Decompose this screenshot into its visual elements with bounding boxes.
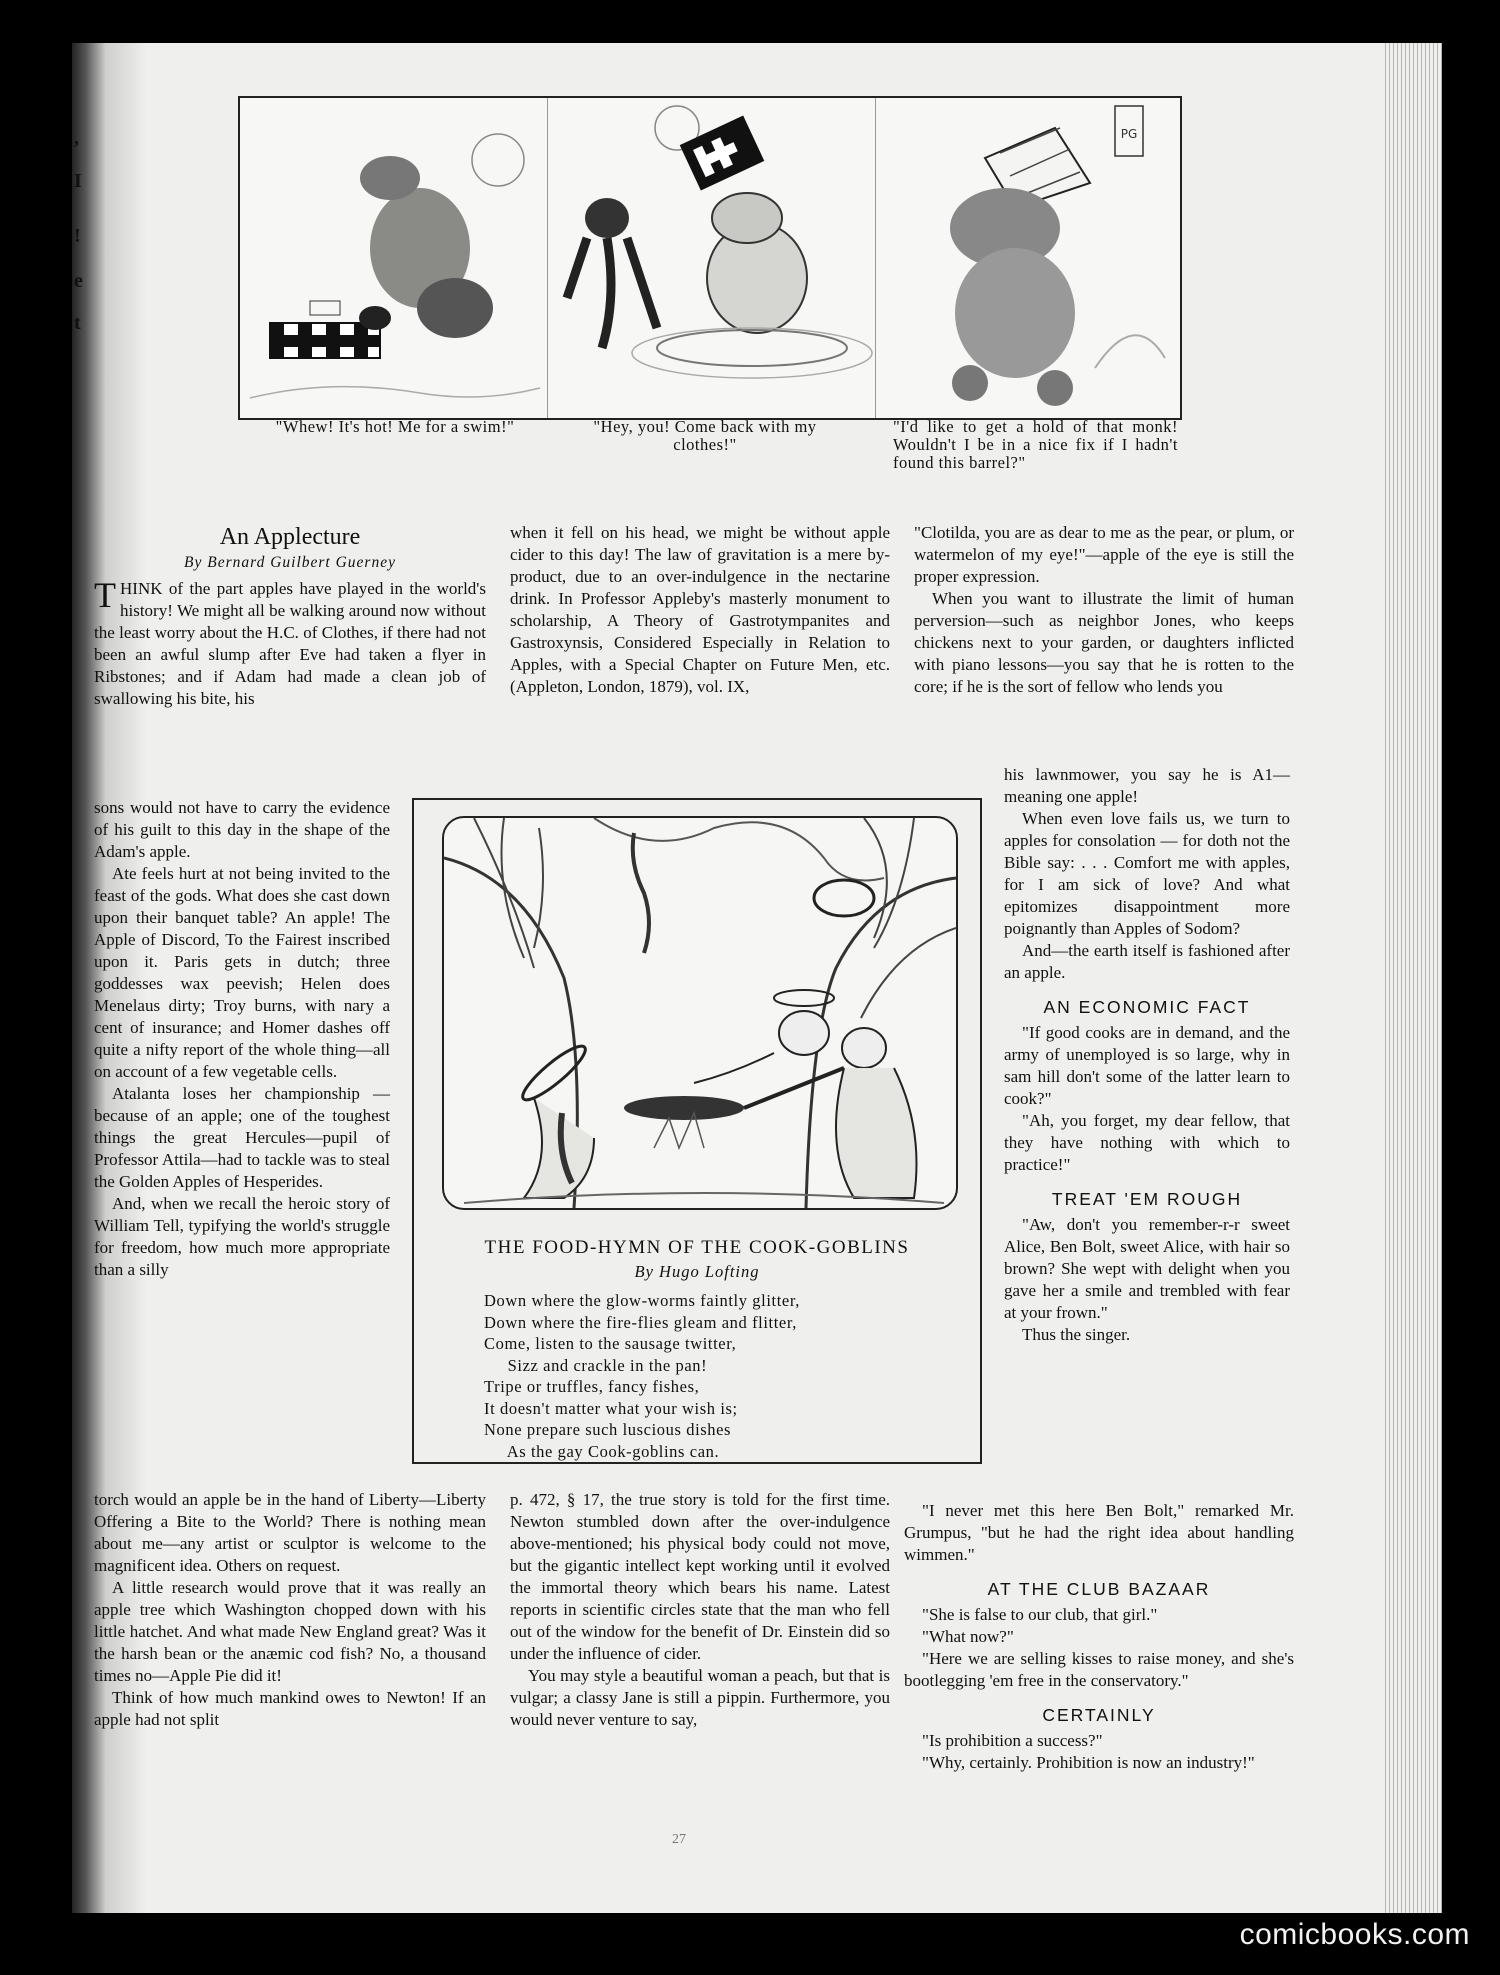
filler-paragraph: Thus the singer. (1022, 1325, 1131, 1344)
poem-line: Down where the glow-worms faintly glitter, (484, 1291, 800, 1310)
article-col1-bottom (94, 1489, 486, 1731)
filler-paragraph: "Why, certainly. Prohibition is now an industry!" (922, 1753, 1255, 1772)
filler-paragraph: "If good cooks are in demand, and the army of unemployed is so large, why in sam hill don't some of the latter learn to cook?" (1004, 1023, 1290, 1108)
filler-paragraph: "Aw, don't you remember-r-r sweet Alice, Ben Bolt, sweet Alice, with hair so brown? She wept with delight when you gave her a smile and trembled with fear at your frown." (1004, 1215, 1290, 1322)
poem-line: None prepare such luscious dishes (484, 1420, 732, 1439)
article-title: An Applecture (219, 524, 361, 550)
article-paragraph: torch would an apple be in the hand of Liberty—Liberty Offering a Bite to the World? There is nothing mean about me—any artist or sculptor is welcome to the magnificent idea. Others on request. (94, 1490, 486, 1575)
article-paragraph: sons would not have to carry the evidence of his guilt to this day in the shape of the Adam's apple. (94, 798, 390, 861)
article-paragraph: Atalanta loses her championship — because of an apple; one of the toughest things the great Hercules—pupil of Professor Attila—had to tackle was to steal the Golden Apples of Hesperides. (94, 1084, 390, 1191)
poem-box (412, 798, 982, 1464)
article-paragraph: And, when we recall the heroic story of William Tell, typifying the world's struggle for freedom, how much more appropriate than a silly (94, 1194, 390, 1279)
cartoon-illustration-3 (875, 98, 1180, 418)
article-paragraph: A little research would prove that it was really an apple tree which Washington chopped down with his little hatchet. And what made New England great? Was it the harsh bean or the anæmic cod fish? No, a thousand times no—Apple Pie did it! (94, 1578, 486, 1685)
poem-line: It doesn't matter what your wish is; (484, 1398, 738, 1418)
filler-paragraph: "I never met this here Ben Bolt," remarked Mr. Grumpus, "but he had the right idea about handling wimmen." (904, 1501, 1294, 1564)
poem-line: Sizz and crackle in the pan! (484, 1355, 708, 1375)
article-paragraph: "Clotilda, you are as dear to me as the pear, or plum, or watermelon of my eye!"—apple of the eye is still the proper expression. (914, 523, 1294, 586)
article-first-paragraph: THINK of the part apples have played in the world's history! We might all be walking around now without the least worry about the H.C. of Clothes, if there had not been an awful slump after Eve had taken a flyer in Ribstones; and if Adam had made a clean job of swallowing his bite, his (94, 575, 486, 708)
cartoon-caption-2: "Hey, you! Come back with my clothes!" (593, 417, 817, 454)
magazine-page: , I ! e t (72, 43, 1442, 1913)
filler-paragraph: "What now?" (922, 1627, 1014, 1646)
poem-line: Tripe or truffles, fancy fishes, (484, 1377, 700, 1396)
poem-byline: By Hugo Lofting (634, 1262, 760, 1281)
poem-line: Come, listen to the sausage twitter, (484, 1334, 737, 1353)
svg-text:PG: PG (1120, 127, 1138, 141)
article-paragraph: You may style a beautiful woman a peach, but that is vulgar; a classy Jane is still a pippin. Furthermore, you would never venture to say, (510, 1666, 890, 1729)
article-paragraph: And—the earth itself is fashioned after an apple. (1004, 941, 1290, 982)
filler-heading: TREAT 'EM ROUGH (1051, 1189, 1243, 1209)
cartoon-panel-1 (240, 98, 548, 418)
article-paragraph: Think of how much mankind owes to Newton! If an apple had not split (94, 1688, 486, 1729)
poem-line: Down where the fire-flies gleam and flitter, (484, 1312, 797, 1332)
article-byline: By Bernard Guilbert Guerney (184, 554, 396, 571)
page-stack-edge (1382, 43, 1442, 1913)
article-col3-narrow (1004, 764, 1290, 1346)
poem-title: THE FOOD-HYMN OF THE COOK-GOBLINS (484, 1237, 910, 1258)
cartoon-caption-1: "Whew! It's hot! Me for a swim!" (275, 417, 515, 436)
article-col1-narrow (94, 797, 390, 1281)
article-col1-top (94, 522, 486, 710)
filler-paragraph: "Is prohibition a success?" (922, 1731, 1103, 1750)
filler-paragraph: "Ah, you forget, my dear fellow, that they have nothing with which to practice!" (1004, 1111, 1290, 1174)
drop-cap: T (94, 575, 116, 615)
poem-line: As the gay Cook-goblins can. (484, 1441, 720, 1461)
filler-paragraph: "She is false to our club, that girl." (922, 1605, 1158, 1624)
cartoon-strip (238, 96, 1182, 420)
cartoon-panel-3 (875, 98, 1180, 418)
article-col3-top (914, 522, 1294, 698)
article-paragraph: Ate feels hurt at not being invited to the feast of the gods. What does she cast down upon their banquet table? An apple! The Apple of Discord, To the Fairest inscribed upon it. Paris gets in dutch; three goddesses wax peevish; Helen does Menelaus dirty; Troy burns, with nary a cent of insurance; and Homer dashes off quite a nifty report of the whole thing—all on account of a few vegetable cells. (94, 864, 390, 1081)
site-watermark: comicbooks.com (1239, 1918, 1470, 1951)
filler-heading: AN ECONOMIC FACT (1043, 997, 1251, 1017)
filler-paragraph: "Here we are selling kisses to raise money, and she's bootlegging 'em free in the conservatory." (904, 1649, 1294, 1690)
article-paragraph: When even love fails us, we turn to apples for consolation — for doth not the Bible say: . . . Comfort me with apples, for I am sick of love? And what epitomizes disappointment more poignantly than Apples of Sodom? (1004, 809, 1290, 938)
article-col2-bottom (510, 1489, 890, 1731)
cartoon-illustration-2 (547, 98, 875, 418)
article-paragraph: when it fell on his head, we might be without apple cider to this day! The law of gravitation is a mere by-product, due to an over-indulgence in the nectarine drink. In Professor Appleby's masterly monument to scholarship, A Theory of Gastrotympanites and Gastroxynsis, Considered Especially in Relation to Apples, with a Special Chapter on Future Men, etc. (Appleton, London, 1879), vol. IX, (510, 523, 890, 696)
article-col3-bottom (904, 1500, 1294, 1774)
cook-goblins-drawing (444, 818, 956, 1208)
cartoon-panel-2 (547, 98, 876, 418)
cook-goblins-illustration (442, 816, 958, 1210)
cartoon-caption-3: "I'd like to get a hold of that monk! Wouldn't I be in a nice fix if I hadn't found this barrel?" (893, 417, 1178, 472)
article-paragraph: When you want to illustrate the limit of human perversion—such as neighbor Jones, who keeps chickens next to your garden, or daughters inflicted with piano lessons—you say that he is rotten to the core; if he is the sort of fellow who lends you (914, 589, 1294, 696)
poem-stanza (484, 1290, 800, 1462)
filler-heading: CERTAINLY (1042, 1705, 1156, 1725)
cartoon-illustration-1 (240, 98, 547, 418)
article-paragraph: p. 472, § 17, the true story is told for the first time. Newton stumbled down after the over-indulgence above-mentioned; his physical body could not move, but the gigantic intellect kept working until it evolved the immortal theory which bears his name. Latest reports in scientific circles state that the man who fell out of the window for the benefit of Dr. Einstein did so under the influence of cider. (510, 1490, 890, 1663)
filler-heading: AT THE CLUB BAZAAR (987, 1579, 1211, 1599)
article-paragraph: his lawnmower, you say he is A1—meaning one apple! (1004, 765, 1290, 806)
page-number: 27 (672, 1832, 686, 1847)
article-col2-top (510, 522, 890, 698)
